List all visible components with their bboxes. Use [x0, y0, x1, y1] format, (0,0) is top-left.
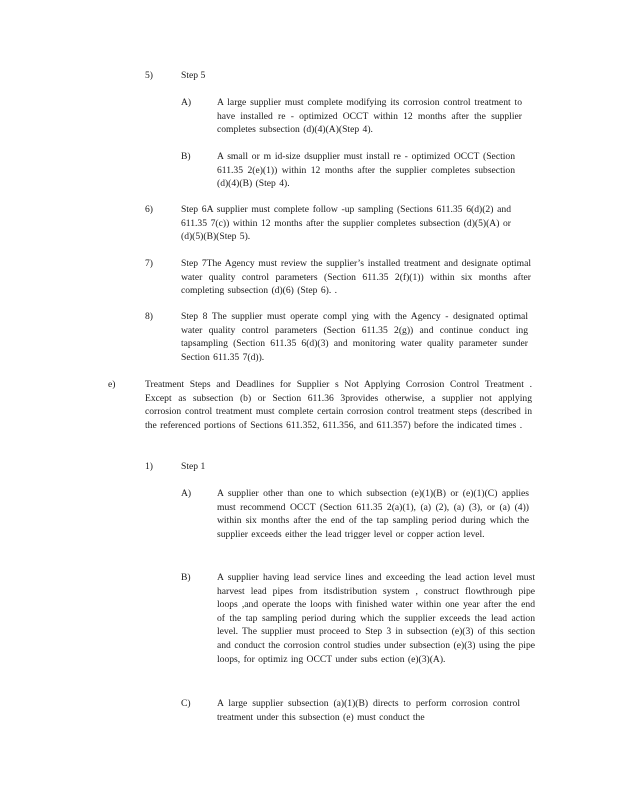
step8-number: 8)	[145, 311, 153, 322]
step5-b-text: A small or m id-size dsupplier must install re - optimized OCCT (Section 611.35 2(e)(1)) within 12 months after the supplier completes subsection (d)(4)(B) (Step 4).	[217, 151, 515, 190]
e-step1-a-text: A supplier other than one to which subsection (e)(1)(B) or (e)(1)(C) applies must recommend OCCT (Section 611.35 2(a)(1), (a) (2), (a) (3), or (a) (4)) within six months after the end of the tap sampling period during which the supplier exceeds either the lead trigger level or copper action level.	[217, 488, 529, 540]
step7-number: 7)	[145, 258, 153, 269]
e-step1-c-text: A large supplier subsection (a)(1)(B) directs to perform corrosion control treatment under this subsection (e) must conduct the	[217, 698, 520, 723]
step8-text: Step 8 The supplier must operate compl ying with the Agency - designated optimal water quality control parameters (Section 611.35 2(g)) and continue conduct ing tapsampling (Section 611.35 6(d)(3) and monitoring water quality parameter sunder Section 611.35 7(d)).	[181, 311, 528, 363]
step5-number: 5)	[145, 70, 153, 81]
e-step1-b-text: A supplier having lead service lines and exceeding the lead action level must harvest lead pipes from itsdistribution system , construct flowthrough pipe loops ,and operate the loops with finished water within one year after the end of the tap sampling period during which the supplier exceeds the lead action level. The supplier must proceed to Step 3 in subsection (e)(3) of this section and conduct the corrosion control studies under subsection (e)(3) using the pipe loops, for optimiz ing OCCT under subs ection (e)(3)(A).	[217, 572, 535, 665]
step6-text: Step 6A supplier must complete follow -up sampling (Sections 611.35 6(d)(2) and 611.35 7(c)) within 12 months after the supplier completes subsection (d)(5)(A) or (d)(5)(B)(Step 5).	[181, 204, 511, 243]
e-step1-number: 1)	[145, 461, 153, 472]
section-e-label: e)	[108, 379, 116, 390]
step5-a-label: A)	[181, 97, 192, 108]
step5-title: Step 5	[181, 70, 206, 81]
e-step1-c-label: C)	[181, 698, 191, 709]
step6-number: 6)	[145, 204, 153, 215]
e-step1-title: Step 1	[181, 461, 206, 472]
e-step1-a-label: A)	[181, 488, 192, 499]
section-e-text: Treatment Steps and Deadlines for Supplier s Not Applying Corrosion Control Treatment . Except as subsection (b) or Section 611.36 3provides otherwise, a supplier not applying corrosion control treatment must complete certain corrosion control treatment steps (described in the referenced portions of Sections 611.352, 611.356, and 611.357) before the indicated times .	[145, 379, 532, 431]
step5-a-text: A large supplier must complete modifying its corrosion control treatment to have installed re - optimized OCCT within 12 months after the supplier completes subsection (d)(4)(A)(Step 4).	[217, 97, 522, 136]
e-step1-b-label: B)	[181, 572, 191, 583]
step5-b-label: B)	[181, 151, 191, 162]
step7-text: Step 7The Agency must review the supplier’s installed treatment and designate optimal water quality control parameters (Section 611.35 2(f)(1)) within six months after completing subsection (d)(6) (Step 6). .	[181, 258, 531, 297]
